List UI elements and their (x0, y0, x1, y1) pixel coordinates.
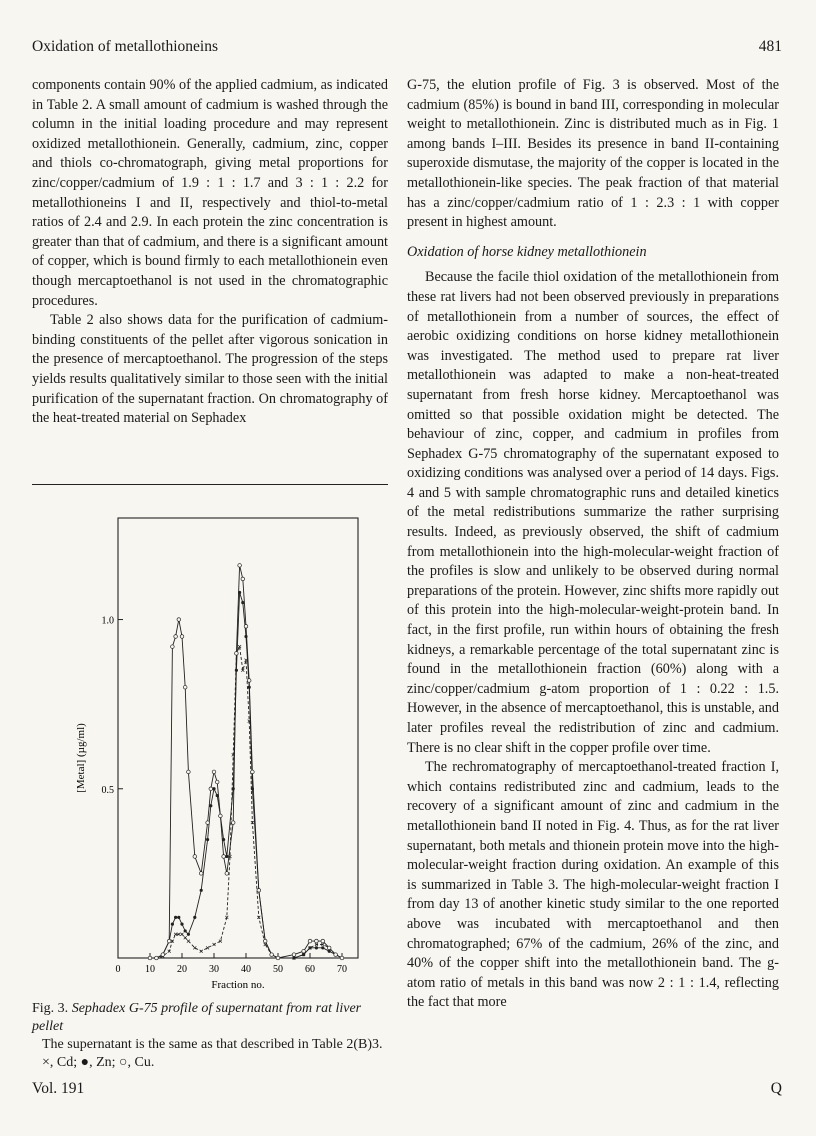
plot-frame (118, 518, 358, 958)
y-tick-label: 1.0 (101, 615, 114, 627)
cu-point (155, 956, 159, 960)
figure-divider (32, 484, 388, 485)
cu-point (215, 780, 219, 784)
figure-3 (32, 490, 388, 990)
cu-point (171, 645, 175, 649)
y-tick-label: 0.5 (101, 784, 114, 796)
cu-point (174, 635, 178, 639)
cu-point (222, 855, 226, 859)
cu-point (315, 939, 319, 943)
zn-point (315, 946, 318, 949)
left-column (32, 76, 388, 429)
cu-point (308, 939, 312, 943)
cd-point (181, 933, 184, 936)
right-paragraph-3: The rechromatography of mercaptoethanol-treated fraction I, which contains redistributed zinc and cadmium, leads to the recovery of a significant amount of zinc and cadmium in the metallothionein band II noted in Fig. 4. Thus, as for the rat liver supernatant, both metals and thionein protein move into the high-molecular-weight fraction during oxidation. An example of this is summarized in Table 3. The high-molecular-weight fraction I from day 13 of another kinetic study similar to the one reported above was incubated with mercaptoethanol and then chromatographed; 67% of the cadmium, 26% of the zinc, and 40% of the copper shift into the metallothionein band. The g-atom ratio of metals in this band was now 2 : 1 : 1.4, reflecting the fact that more (407, 759, 779, 1011)
right-paragraph-2: Because the facile thiol oxidation of the metallothionein from these rat livers had not been observed previously in preparations of metallothionein from a number of sources, the effect of aerobic oxidizing conditions on horse kidney metallothionein was investigated. The method used to prepare rat liver metallothionein was adapted to make a non-heat-treated supernatant from fresh horse kidney. Mercaptoethanol was omitted so that possible oxidation might be detected. The behaviour of zinc, copper, and cadmium in profiles from Sephadex G-75 chromatography of the supernatant exposed to oxidizing conditions was analysed over a period of 14 days. Figs. 4 and 5 with sample chromatographic runs and detailed kinetics of the metal redistributions summarize the rather surprising results. Indeed, as previously observed, the shift of cadmium from metallothionein into the high-molecular-weight fraction of the profiles is slow and unlikely to be observed during normal preparations of the protein. However, zinc shifts more rapidly out of this protein into the high-molecular-weight-protein band. In fact, in the first profile, run within hours of obtaining the fresh kidneys, a remarkable percentage of the total supernatant zinc is found in the metallothionein fraction (60%) along with a zinc/copper/cadmium g-atom proportion of 1 : 0.22 : 1.5. However, in the absence of mercaptoethanol, this is unstable, and later profiles reveal the redistribution of zinc and cadmium. There is no clear shift in the copper profile over time. (407, 269, 779, 756)
x-tick-label: 20 (177, 964, 187, 975)
caption-label: Fig. 3. (32, 1001, 69, 1016)
cu-point (231, 821, 235, 825)
zn-point (292, 956, 295, 959)
zn-point (174, 916, 177, 919)
zn-point (321, 946, 324, 949)
cu-point (177, 618, 181, 622)
caption-title: Sephadex G-75 profile of supernatant from rat liver pellet (32, 1001, 362, 1034)
caption-note: The supernatant is the same as that described in Table 2(B)3. ×, Cd; ●, Zn; ○, Cu. (42, 1037, 383, 1070)
running-head: Oxidation of metallothioneins (32, 38, 218, 55)
zn-point (328, 950, 331, 953)
cu-point (199, 872, 203, 876)
series-line-cd (150, 647, 342, 958)
x-tick-label: 60 (305, 964, 315, 975)
page-footer (32, 1080, 782, 1102)
cu-point (209, 787, 213, 791)
zn-point (200, 889, 203, 892)
x-axis-label: Fraction no. (211, 979, 265, 990)
cd-point (206, 946, 209, 949)
cu-point (340, 956, 344, 960)
cu-point (321, 939, 325, 943)
cu-point (263, 939, 267, 943)
volume-label: Vol. 191 (32, 1080, 85, 1097)
y-axis-label: [Metal] (µg/ml) (75, 723, 87, 793)
cu-point (212, 770, 216, 774)
zn-point (180, 923, 183, 926)
elution-profile-chart (32, 490, 388, 990)
x-tick-label: 40 (241, 964, 251, 975)
cu-point (193, 855, 197, 859)
zn-point (187, 933, 190, 936)
signature-mark: Q (770, 1080, 782, 1097)
page-header (32, 38, 782, 62)
cd-point (200, 950, 203, 953)
cd-point (193, 946, 196, 949)
cd-point (184, 936, 187, 939)
right-column (407, 76, 779, 1013)
cu-point (183, 685, 187, 689)
cu-point (238, 564, 242, 568)
zn-point (206, 838, 209, 841)
right-paragraph-1: G-75, the elution profile of Fig. 3 is observed. Most of the cadmium (85%) is bound in band III, corresponding in molecular weight to metallothionein. Zinc is distributed much as in Fig. 1 among bands I–III. Besides its presence in band II-containing superoxide dismutase, the majority of the copper is located in the metallothionein-like species. The peak fraction of that material has a zinc/copper/cadmium ratio of 1 : 2.3 : 1 with copper present in highest amount. (407, 77, 779, 231)
cu-point (257, 889, 261, 893)
cu-point (244, 625, 248, 629)
cu-point (219, 814, 223, 818)
series-line-zn (150, 593, 342, 959)
cu-point (225, 872, 229, 876)
left-paragraph-2: Table 2 also shows data for the purification of cadmium-binding constituents of the pellet after vigorous sonication in the presence of mercaptoethanol. The progression of the steps yields results qualitatively similar to those seen with the initial purification of the supernatant fraction. On chromatography of the heat-treated material on Sephadex (32, 312, 388, 427)
zn-point (244, 635, 247, 638)
section-heading: Oxidation of horse kidney metallothionein (407, 243, 647, 260)
x-tick-label: 30 (209, 964, 219, 975)
cu-point (327, 946, 331, 950)
zn-point (177, 916, 180, 919)
caption-title-line (32, 1000, 388, 1036)
cu-point (187, 770, 191, 774)
zn-point (232, 787, 235, 790)
zn-point (171, 923, 174, 926)
figure-caption (32, 1000, 388, 1072)
zn-point (184, 929, 187, 932)
cu-point (206, 821, 210, 825)
cu-point (247, 679, 251, 683)
cu-point (334, 953, 338, 957)
cu-point (270, 953, 274, 957)
x-tick-label: 10 (145, 964, 155, 975)
zn-point (308, 946, 311, 949)
x-tick-label: 70 (337, 964, 347, 975)
x-tick-label: 0 (115, 964, 121, 975)
cd-point (219, 940, 222, 943)
cd-point (187, 940, 190, 943)
cu-point (302, 949, 306, 953)
x-tick-label: 50 (273, 964, 283, 975)
page-number: 481 (758, 38, 782, 55)
cu-point (167, 939, 171, 943)
zn-point (193, 916, 196, 919)
left-paragraph-1: components contain 90% of the applied cadmium, as indicated in Table 2. A small amount of cadmium is washed through the column in the initial loading procedure and may represent oxidized metallothionein. Generally, cadmium, zinc, copper and thiols co-chromatograph, giving metal proportions for zinc/copper/cadmium of 1.9 : 1 : 1.7 and 3 : 1 : 2.2 for metallothioneins I and II, respectively and thiol-to-metal ratios of 2.4 and 2.9. In each protein the zinc concentration is greater than that of cadmium, and there is a significant amount of copper, which is bound firmly to each metallothionein even though mercaptoethanol is not used in the chromatographic procedures. (32, 77, 388, 309)
zn-point (302, 953, 305, 956)
cu-point (235, 652, 239, 656)
cu-point (251, 770, 255, 774)
cu-point (241, 577, 245, 581)
cd-point (213, 943, 216, 946)
cu-point (276, 956, 280, 960)
cu-point (180, 635, 184, 639)
cu-point (161, 953, 165, 957)
cu-point (148, 956, 152, 960)
cu-point (292, 953, 296, 957)
